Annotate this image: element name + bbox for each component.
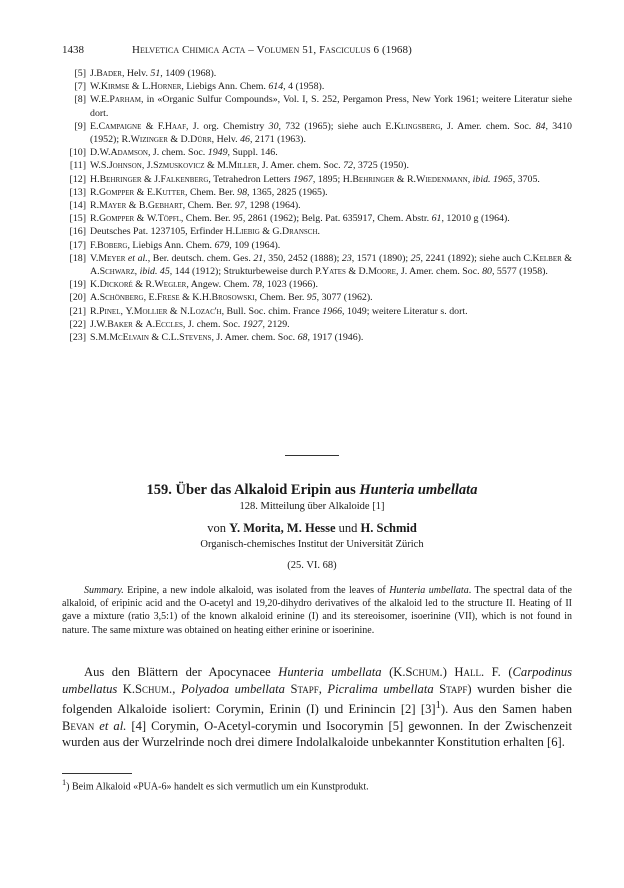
- reference-number: [7]: [74, 81, 86, 93]
- reference-text: J.Bader, Helv. 51, 1409 (1968).: [90, 68, 217, 79]
- reference-item: [62, 225, 572, 238]
- reference-number: [13]: [69, 186, 86, 198]
- reference-number: [15]: [69, 213, 86, 225]
- reference-text: R.Mayer & B.Gebhart, Chem. Ber. 97, 1298 (1964).: [90, 200, 301, 212]
- reference-text: R.Pinel, Y.Mollier & N.Lozac'h, Bull. Soc. chim. France 1966, 1049; weitere Literatur s. dort.: [90, 305, 468, 317]
- reference-item: [62, 80, 572, 93]
- reference-item: [62, 331, 572, 344]
- reference-text: S.M.McElvain & C.L.Stevens, J. Amer. chem. Soc. 68, 1917 (1946).: [90, 332, 364, 344]
- reference-number: [14]: [69, 200, 86, 212]
- reference-item: [62, 67, 572, 80]
- page-number: 1438: [62, 44, 84, 56]
- reference-text: Deutsches Pat. 1237105, Erfinder H.Liebig & G.Dransch.: [90, 226, 321, 238]
- reference-text: W.Kirmse & L.Horner, Liebigs Ann. Chem. 614, 4 (1958).: [90, 81, 325, 93]
- reference-item: [62, 173, 572, 186]
- reference-number: [22]: [69, 318, 86, 330]
- reference-item: [62, 186, 572, 199]
- article-authors: von Y. Morita, M. Hesse und H. Schmid: [207, 521, 417, 535]
- reference-item: [62, 305, 572, 318]
- article-title: 159. Über das Alkaloid Eripin aus Hunteria umbellata: [146, 482, 478, 498]
- reference-number: [23]: [69, 332, 86, 344]
- reference-item: [62, 146, 572, 159]
- reference-text: F.Boberg, Liebigs Ann. Chem. 679, 109 (1964).: [90, 239, 281, 251]
- reference-text: D.W.Adamson, J. chem. Soc. 1949, Suppl. 146.: [90, 147, 278, 159]
- section-separator: [285, 455, 339, 456]
- reference-text: E.Campaigne & F.Haaf, J. org. Chemistry 30, 732 (1965); siehe auch E.Klingsberg, J. Amer. chem. Soc. 84, 3410 (1952); R.Wizinger & D.Dürr, Helv. 46, 2171 (1963).: [90, 120, 572, 146]
- article-institution: Organisch-chemisches Institut der Universität Zürich: [200, 539, 424, 550]
- running-title: Helvetica Chimica Acta – Volumen 51, Fasciculus 6 (1968): [132, 44, 412, 56]
- reference-text: K.Dickoré & R.Wegler, Angew. Chem. 78, 1023 (1966).: [90, 279, 318, 291]
- reference-text: W.E.Parham, in «Organic Sulfur Compounds», Vol. I, S. 252, Pergamon Press, New York 1961; weitere Literatur siehe dort.: [90, 94, 572, 119]
- article-body-paragraph: Aus den Blättern der Apocynacee Hunteria umbellata (K.Schum.) Hall. F. (Carpodinus umbellatus K.Schum., Polyadoa umbellata Stapf, Picralima umbellata Stapf) wurden bisher die folgenden Alkaloide isoliert: Corymin, Erinin (I) und Erinincin [2] $[3]^1$). Aus den Samen haben Bevan et al. [4] Corymin, O-Acetyl-corymin und Isocorymin [5] gewonnen. In der Zwischenzeit wurden aus der Wurzelrinde noch drei dimere Indolalkaloide unbekannter Konstitution erhalten [6].: [62, 665, 573, 750]
- reference-number: [8]: [74, 94, 86, 106]
- reference-number: [18]: [69, 252, 86, 264]
- footnote: $^1$) Beim Alkaloid «PUA-6» handelt es sich vermutlich um ein Kunstprodukt.: [62, 778, 369, 793]
- reference-text: H.Behringer & J.Falkenberg, Tetrahedron Letters 1967, 1895; H.Behringer & R.Wiedenmann, ibid. 1965, 3705.: [90, 173, 540, 185]
- reference-item: [62, 318, 572, 331]
- reference-text: R.Gompper & W.Töpfl, Chem. Ber. 95, 2861 (1962); Belg. Pat. 635917, Chem. Abstr. 61, 12010 g (1964).: [90, 213, 510, 225]
- running-header: [62, 44, 564, 56]
- reference-number: [21]: [69, 305, 86, 317]
- reference-item: [62, 278, 572, 291]
- reference-number: [11]: [69, 160, 86, 172]
- reference-text: V.Meyer et al., Ber. deutsch. chem. Ges. 21, 350, 2452 (1888); 23, 1571 (1890); 25, 2241 (1892); siehe auch C.Kelber & A.Schwarz, ibid. 45, 144 (1912); Strukturbeweise durch P.Yates & D.Moore, J. Amer. chem. Soc. 80, 5577 (1958).: [90, 252, 572, 278]
- reference-item: [62, 199, 572, 212]
- reference-text: J.W.Baker & A.Eccles, J. chem. Soc. 1927, 2129.: [90, 318, 290, 330]
- reference-item: [62, 212, 572, 225]
- reference-number: [5]: [74, 68, 86, 79]
- reference-item: [62, 252, 572, 278]
- reference-number: [20]: [69, 292, 86, 304]
- reference-item: [62, 239, 572, 252]
- reference-number: [10]: [69, 147, 86, 159]
- reference-number: [12]: [69, 173, 86, 185]
- reference-number: [16]: [69, 226, 86, 238]
- reference-list: [62, 67, 572, 344]
- reference-text: A.Schönberg, E.Frese & K.H.Brosowski, Chem. Ber. 95, 3077 (1962).: [90, 292, 373, 304]
- reference-text: R.Gompper & E.Kutter, Chem. Ber. 98, 1365, 2825 (1965).: [90, 186, 328, 198]
- reference-number: [9]: [74, 120, 86, 132]
- reference-item: [62, 291, 572, 304]
- reference-text: W.S.Johnson, J.Szmuskovicz & M.Miller, J. Amer. chem. Soc. 72, 3725 (1950).: [90, 160, 409, 172]
- footnote-rule: [62, 773, 132, 774]
- article-subtitle: 128. Mitteilung über Alkaloide [1]: [239, 501, 385, 512]
- reference-number: [19]: [69, 279, 86, 291]
- reference-number: [17]: [69, 239, 86, 251]
- reference-item: [62, 93, 572, 119]
- reference-item: [62, 159, 572, 172]
- article-date: (25. VI. 68): [287, 560, 337, 571]
- reference-item: [62, 120, 572, 146]
- article-summary: Summary. Eripine, a new indole alkaloid, was isolated from the leaves of Hunteria umbellata. The spectral data of the alkaloid, of eripinic acid and the O-acetyl and 19,20-dihydro derivatives of the alkaloid led to the structure II. Heating of II gave a mixture (ratio 3,5:1) of the known alkaloid erinine (I) and its stereoisomer, isoerinine (VII), which is not found in nature. The same mixture was obtained on heating either erinine or isoerinine.: [62, 585, 572, 636]
